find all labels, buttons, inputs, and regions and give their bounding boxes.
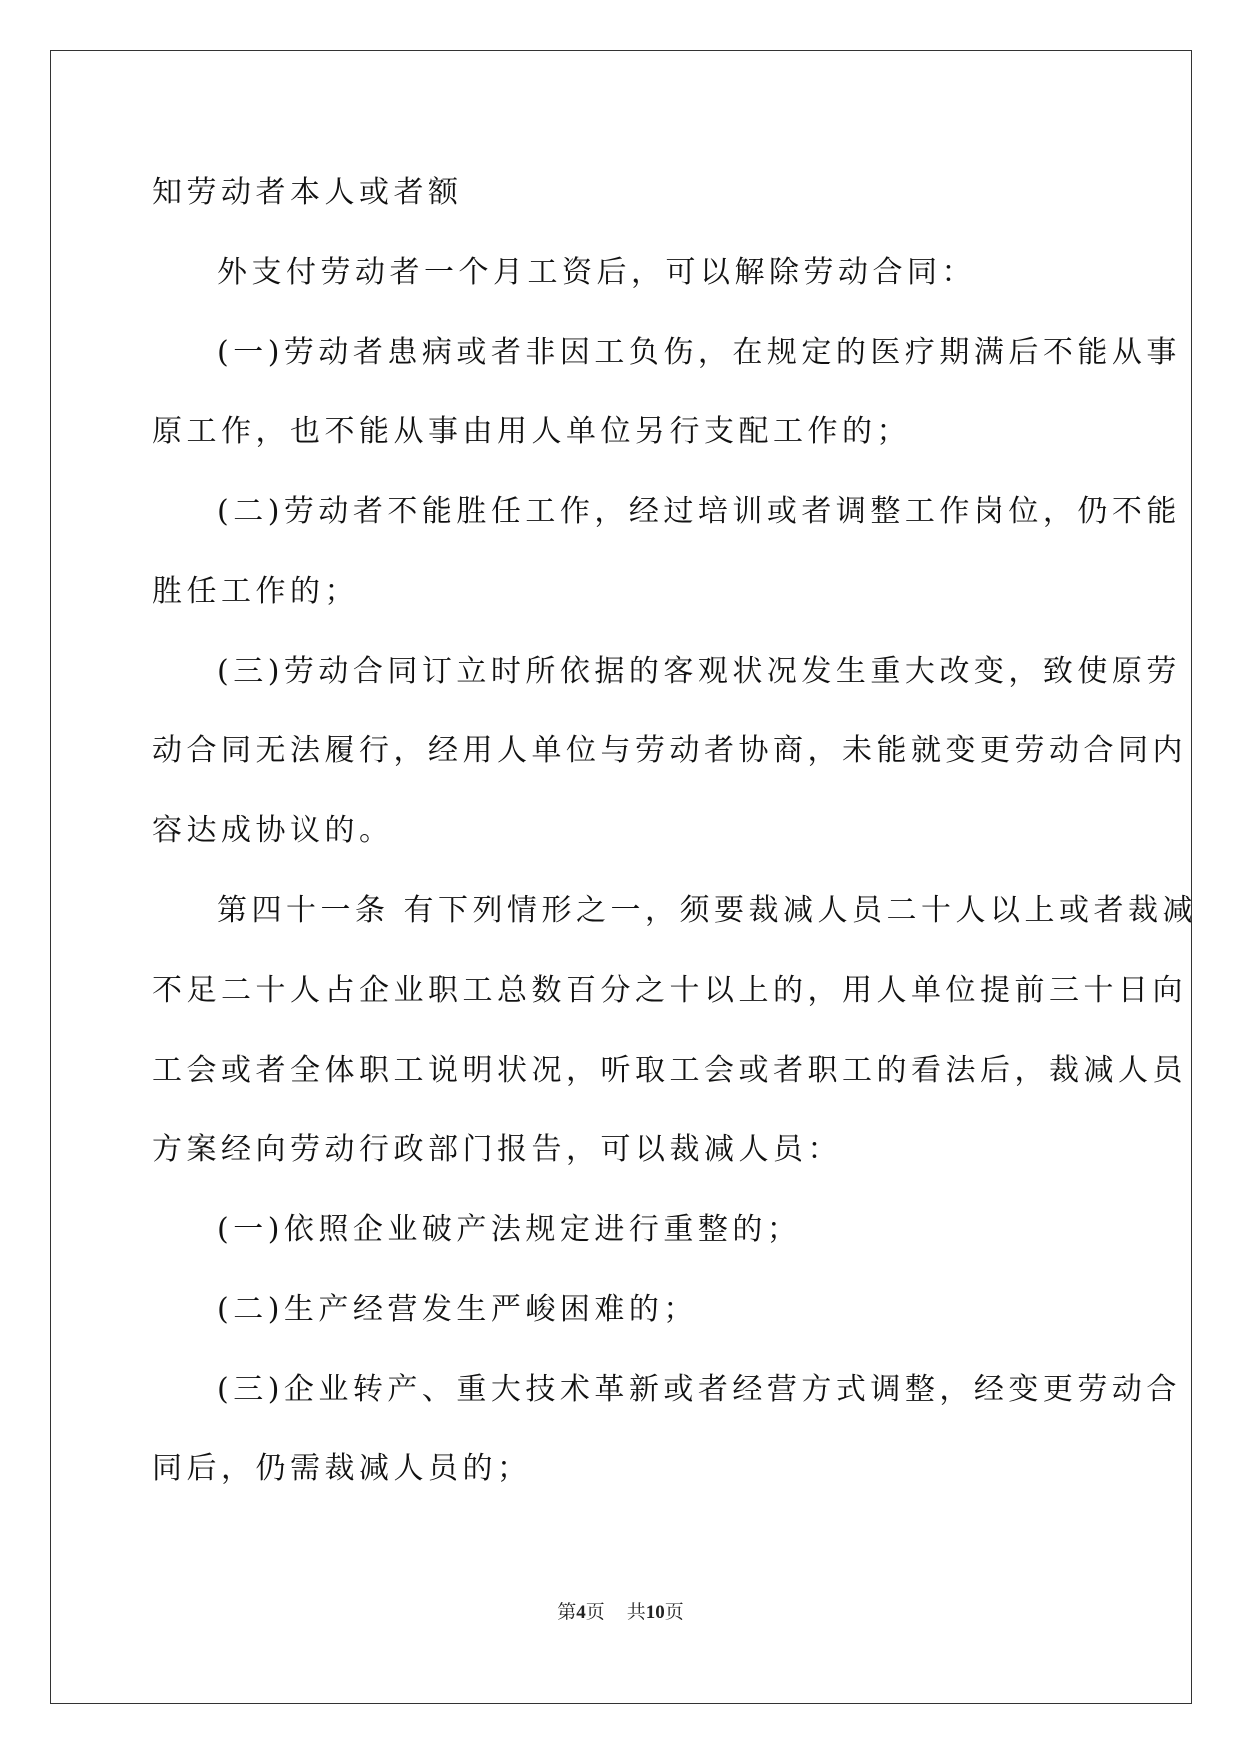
page-footer: [0, 1601, 1241, 1625]
footer-prefix: 第: [557, 1602, 577, 1623]
text-line-17: 同后，仍需裁减人员的；: [152, 1451, 532, 1486]
text-line-2: 外支付劳动者一个月工资后，可以解除劳动合同：: [217, 255, 976, 290]
text-line-15: (二)生产经营发生严峻困难的；: [217, 1292, 698, 1327]
footer-total-pages: 10: [645, 1602, 665, 1623]
text-line-9: 容达成协议的。: [152, 813, 394, 848]
text-line-4: 原工作，也不能从事由用人单位另行支配工作的；: [152, 414, 911, 449]
text-line-6: 胜任工作的；: [152, 574, 359, 609]
text-line-8: 动合同无法履行，经用人单位与劳动者协商，未能就变更劳动合同内: [152, 733, 1187, 768]
text-line-7: (三)劳动合同订立时所依据的客观状况发生重大改变，致使原劳: [217, 654, 1181, 689]
text-line-10: 第四十一条 有下列情形之一，须要裁减人员二十人以上或者裁减: [217, 893, 1198, 928]
text-line-12: 工会或者全体职工说明状况，听取工会或者职工的看法后，裁减人员: [152, 1053, 1187, 1088]
text-line-5: (二)劳动者不能胜任工作，经过培训或者调整工作岗位，仍不能: [217, 494, 1181, 529]
footer-total-suffix: 页: [664, 1602, 684, 1623]
text-line-13: 方案经向劳动行政部门报告，可以裁减人员：: [152, 1132, 842, 1167]
text-line-14: (一)依照企业破产法规定进行重整的；: [217, 1212, 802, 1247]
footer-page-number: 4: [576, 1602, 586, 1623]
text-line-3: (一)劳动者患病或者非因工负伤，在规定的医疗期满后不能从事: [217, 335, 1181, 370]
text-line-11: 不足二十人占企业职工总数百分之十以上的，用人单位提前三十日向: [152, 973, 1187, 1008]
footer-total-prefix: 共: [626, 1602, 646, 1623]
text-line-16: (三)企业转产、重大技术革新或者经营方式调整，经变更劳动合: [217, 1372, 1181, 1407]
footer-page-suffix: 页: [585, 1602, 605, 1623]
text-line-1: 知劳动者本人或者额: [152, 175, 463, 210]
